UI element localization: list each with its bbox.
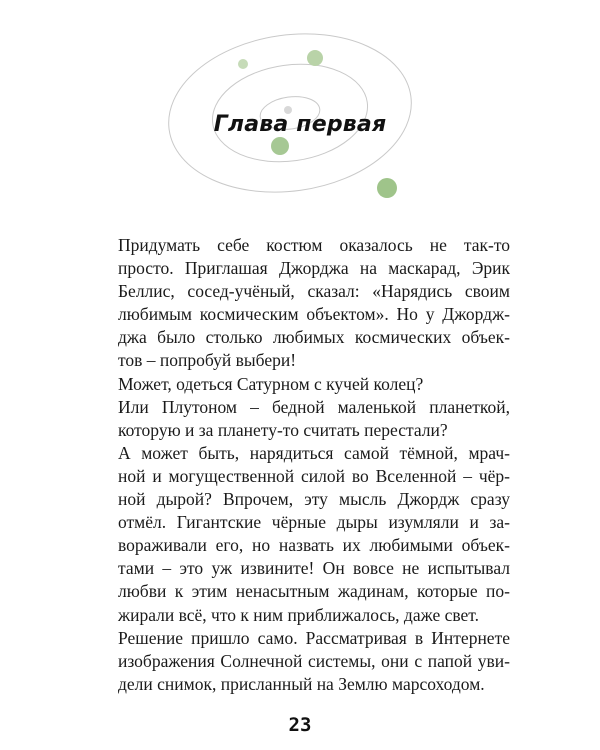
text-line: ной дырой? Впрочем, эту мысль Джордж сразу [118,489,510,510]
text-line: Придумать себе костюм оказалось не так-то [118,235,510,255]
text-line: джа было столько любимых космических объек- [118,327,510,348]
planet-bottom-right [377,178,397,198]
text-line: отмёл. Гигантские чёрные дыры изумляли и за- [118,512,510,533]
text-line: дели снимок, присланный на Землю марсоходом. [118,673,485,694]
text-line: тами – это уж извините! Он вовсе не испытывал [118,558,510,579]
body-text [118,234,510,696]
text-line: которую и за планету-то считать перестали? [118,419,448,440]
text-line: изображения Солнечной системы, они с папой уви- [118,650,510,671]
text-line: жирали всё, что к ним приближалось, даже свет. [118,604,479,625]
text-line: просто. Приглашая Джорджа на маскарад, Эрик [118,258,510,279]
text-line: Или Плутоном – бедной маленькой планеткой, [118,396,510,417]
planet-upper-right [307,50,323,66]
text-line: любви к этим ненасытным жадинам, которые по- [118,581,510,602]
chapter-title: Глава первая [213,112,387,137]
text-line: ной и могущественной силой во Вселенной – чёр- [118,465,510,486]
text-line: любимым космическим объектом». Но у Джордж- [118,304,510,325]
text-line: Решение пришло само. Рассматривая в Интернете [118,627,510,648]
page-number: 23 [288,714,312,736]
text-line: тов – попробуй выбери! [118,350,297,371]
planet-mid-left [271,137,289,155]
text-line: Беллис, сосед-учёный, сказал: «Нарядись своим [118,281,510,302]
planet-small-top [238,59,248,69]
text-line: вораживали его, но назвать их любимыми объек- [118,535,510,556]
text-line: Может, одеться Сатурном с кучей колец? [118,373,424,394]
text-line: А может быть, нарядиться самой тёмной, мрач- [118,442,510,463]
